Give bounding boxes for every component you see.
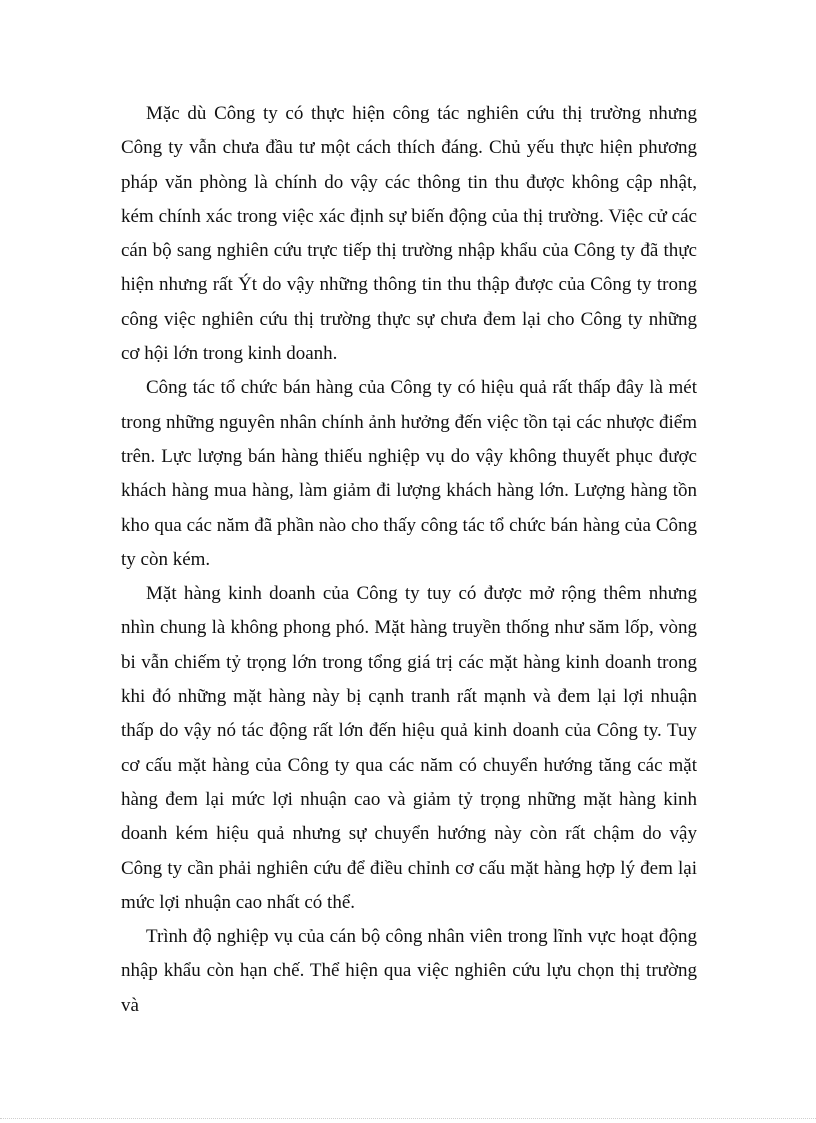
paragraph-product-structure: Mặt hàng kinh doanh của Công ty tuy có được mở rộng thêm nhưng nhìn chung là không phong phó. Mặt hàng truyền thống như săm lốp, vòng bi vẫn chiếm tỷ trọng lớn trong tổng giá trị các mặt hàng kinh doanh trong khi đó những mặt hàng này bị cạnh tranh rất mạnh và đem lại lợi nhuận thấp do vậy nó tác động rất lớn đến hiệu quả kinh doanh của Công ty. Tuy cơ cấu mặt hàng của Công ty qua các năm có chuyển hướng tăng các mặt hàng đem lại mức lợi nhuận cao và giảm tỷ trọng những mặt hàng kinh doanh kém hiệu quả nhưng sự chuyển hướng này còn rất chậm do vậy Công ty cần phải nghiên cứu để điều chỉnh cơ cấu mặt hàng hợp lý đem lại mức lợi nhuận cao nhất có thể. xyxy=(121,583,697,913)
paragraph-market-research: Mặc dù Công ty có thực hiện công tác nghiên cứu thị trường nhưng Công ty vẫn chưa đầu tư một cách thích đáng. Chủ yếu thực hiện phương pháp văn phòng là chính do vậy các thông tin thu được không cập nhật, kém chính xác trong việc xác định sự biến động của thị trường. Việc cử các cán bộ sang nghiên cứu trực tiếp thị trường nhập khẩu của Công ty đã thực hiện nhưng rất Ýt do vậy những thông tin thu thập được của Công ty trong công việc nghiên cứu thị trường thực sự chưa đem lại cho Công ty những cơ hội lớn trong kinh doanh. xyxy=(121,103,697,365)
page-bottom-divider xyxy=(0,1118,816,1119)
paragraph-sales-organization: Công tác tổ chức bán hàng của Công ty có hiệu quả rất thấp đây là mét trong những nguyên nhân chính ảnh hưởng đến việc tồn tại các nhược điểm trên. Lực lượng bán hàng thiếu nghiệp vụ do vậy không thuyết phục được khách hàng mua hàng, làm giảm đi lượng khách hàng lớn. Lượng hàng tồn kho qua các năm đã phần nào cho thấy công tác tổ chức bán hàng của Công ty còn kém. xyxy=(121,377,697,570)
paragraph-staff-qualification: Trình độ nghiệp vụ của cán bộ công nhân viên trong lĩnh vực hoạt động nhập khẩu còn hạn chế. Thể hiện qua việc nghiên cứu lựu chọn thị trường và xyxy=(121,926,697,1016)
document-body xyxy=(121,97,697,1023)
